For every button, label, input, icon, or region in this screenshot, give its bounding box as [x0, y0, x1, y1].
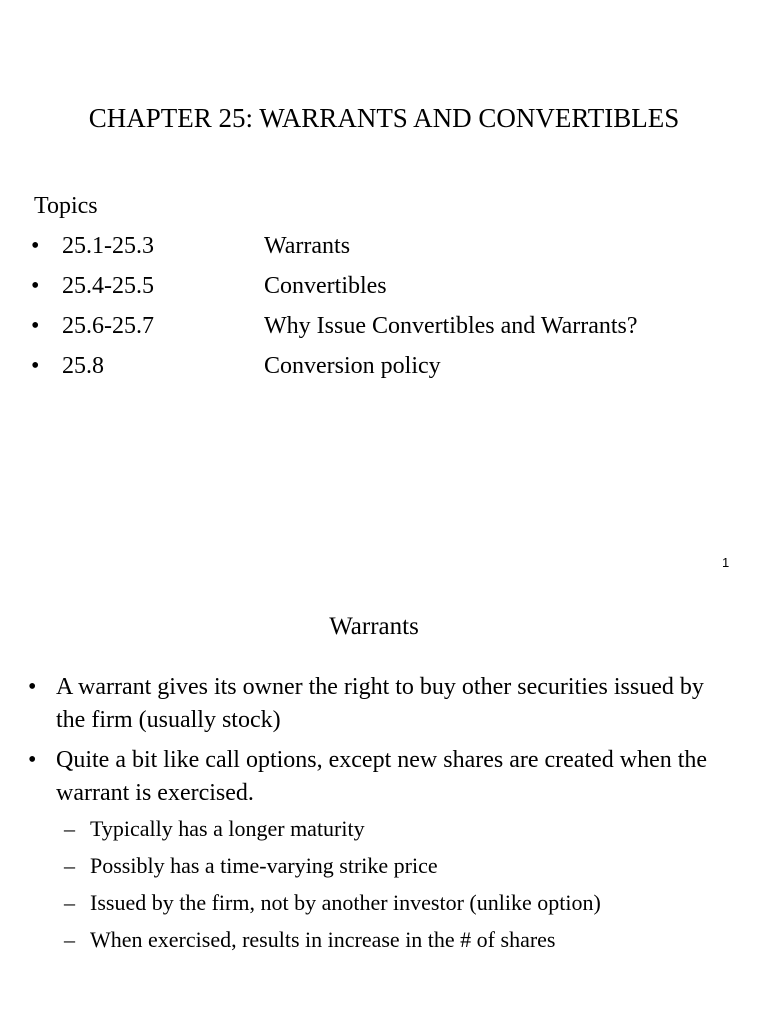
topic-title: Why Issue Convertibles and Warrants?	[264, 313, 638, 339]
bullet-point-text: A warrant gives its owner the right to buy other securities issued by the firm (usually stock)	[56, 674, 704, 733]
topic-title: Convertibles	[264, 273, 387, 299]
topic-title: Conversion policy	[264, 353, 441, 379]
topics-heading: Topics	[34, 193, 98, 219]
slide-title: Warrants	[329, 613, 419, 640]
topic-section-number: 25.1-25.3	[62, 233, 154, 259]
bullet-icon: •	[31, 273, 40, 299]
bullet-icon: •	[31, 233, 40, 259]
sub-point-text: Issued by the firm, not by another investor (unlike option)	[90, 890, 601, 915]
sub-point-text: Possibly has a time-varying strike price	[90, 853, 438, 878]
topic-section-number: 25.4-25.5	[62, 273, 154, 299]
dash-icon: –	[64, 890, 75, 915]
bullet-icon: •	[28, 747, 37, 773]
bullet-icon: •	[31, 313, 40, 339]
dash-icon: –	[64, 927, 75, 952]
bullet-point-text: Quite a bit like call options, except new shares are created when the warrant is exercised.	[56, 747, 708, 806]
slide-warrants	[0, 584, 768, 1024]
topic-section-number: 25.8	[62, 353, 104, 379]
page-number: 1	[722, 555, 730, 570]
bullet-icon: •	[31, 353, 40, 379]
topic-section-number: 25.6-25.7	[62, 313, 154, 339]
dash-icon: –	[64, 816, 75, 841]
topic-title: Warrants	[264, 233, 351, 259]
chapter-title: CHAPTER 25: WARRANTS AND CONVERTIBLES	[88, 103, 680, 133]
sub-point-text: Typically has a longer maturity	[90, 816, 365, 841]
sub-point-text: When exercised, results in increase in the # of shares	[90, 927, 556, 952]
bullet-icon: •	[28, 674, 37, 700]
dash-icon: –	[64, 853, 75, 878]
